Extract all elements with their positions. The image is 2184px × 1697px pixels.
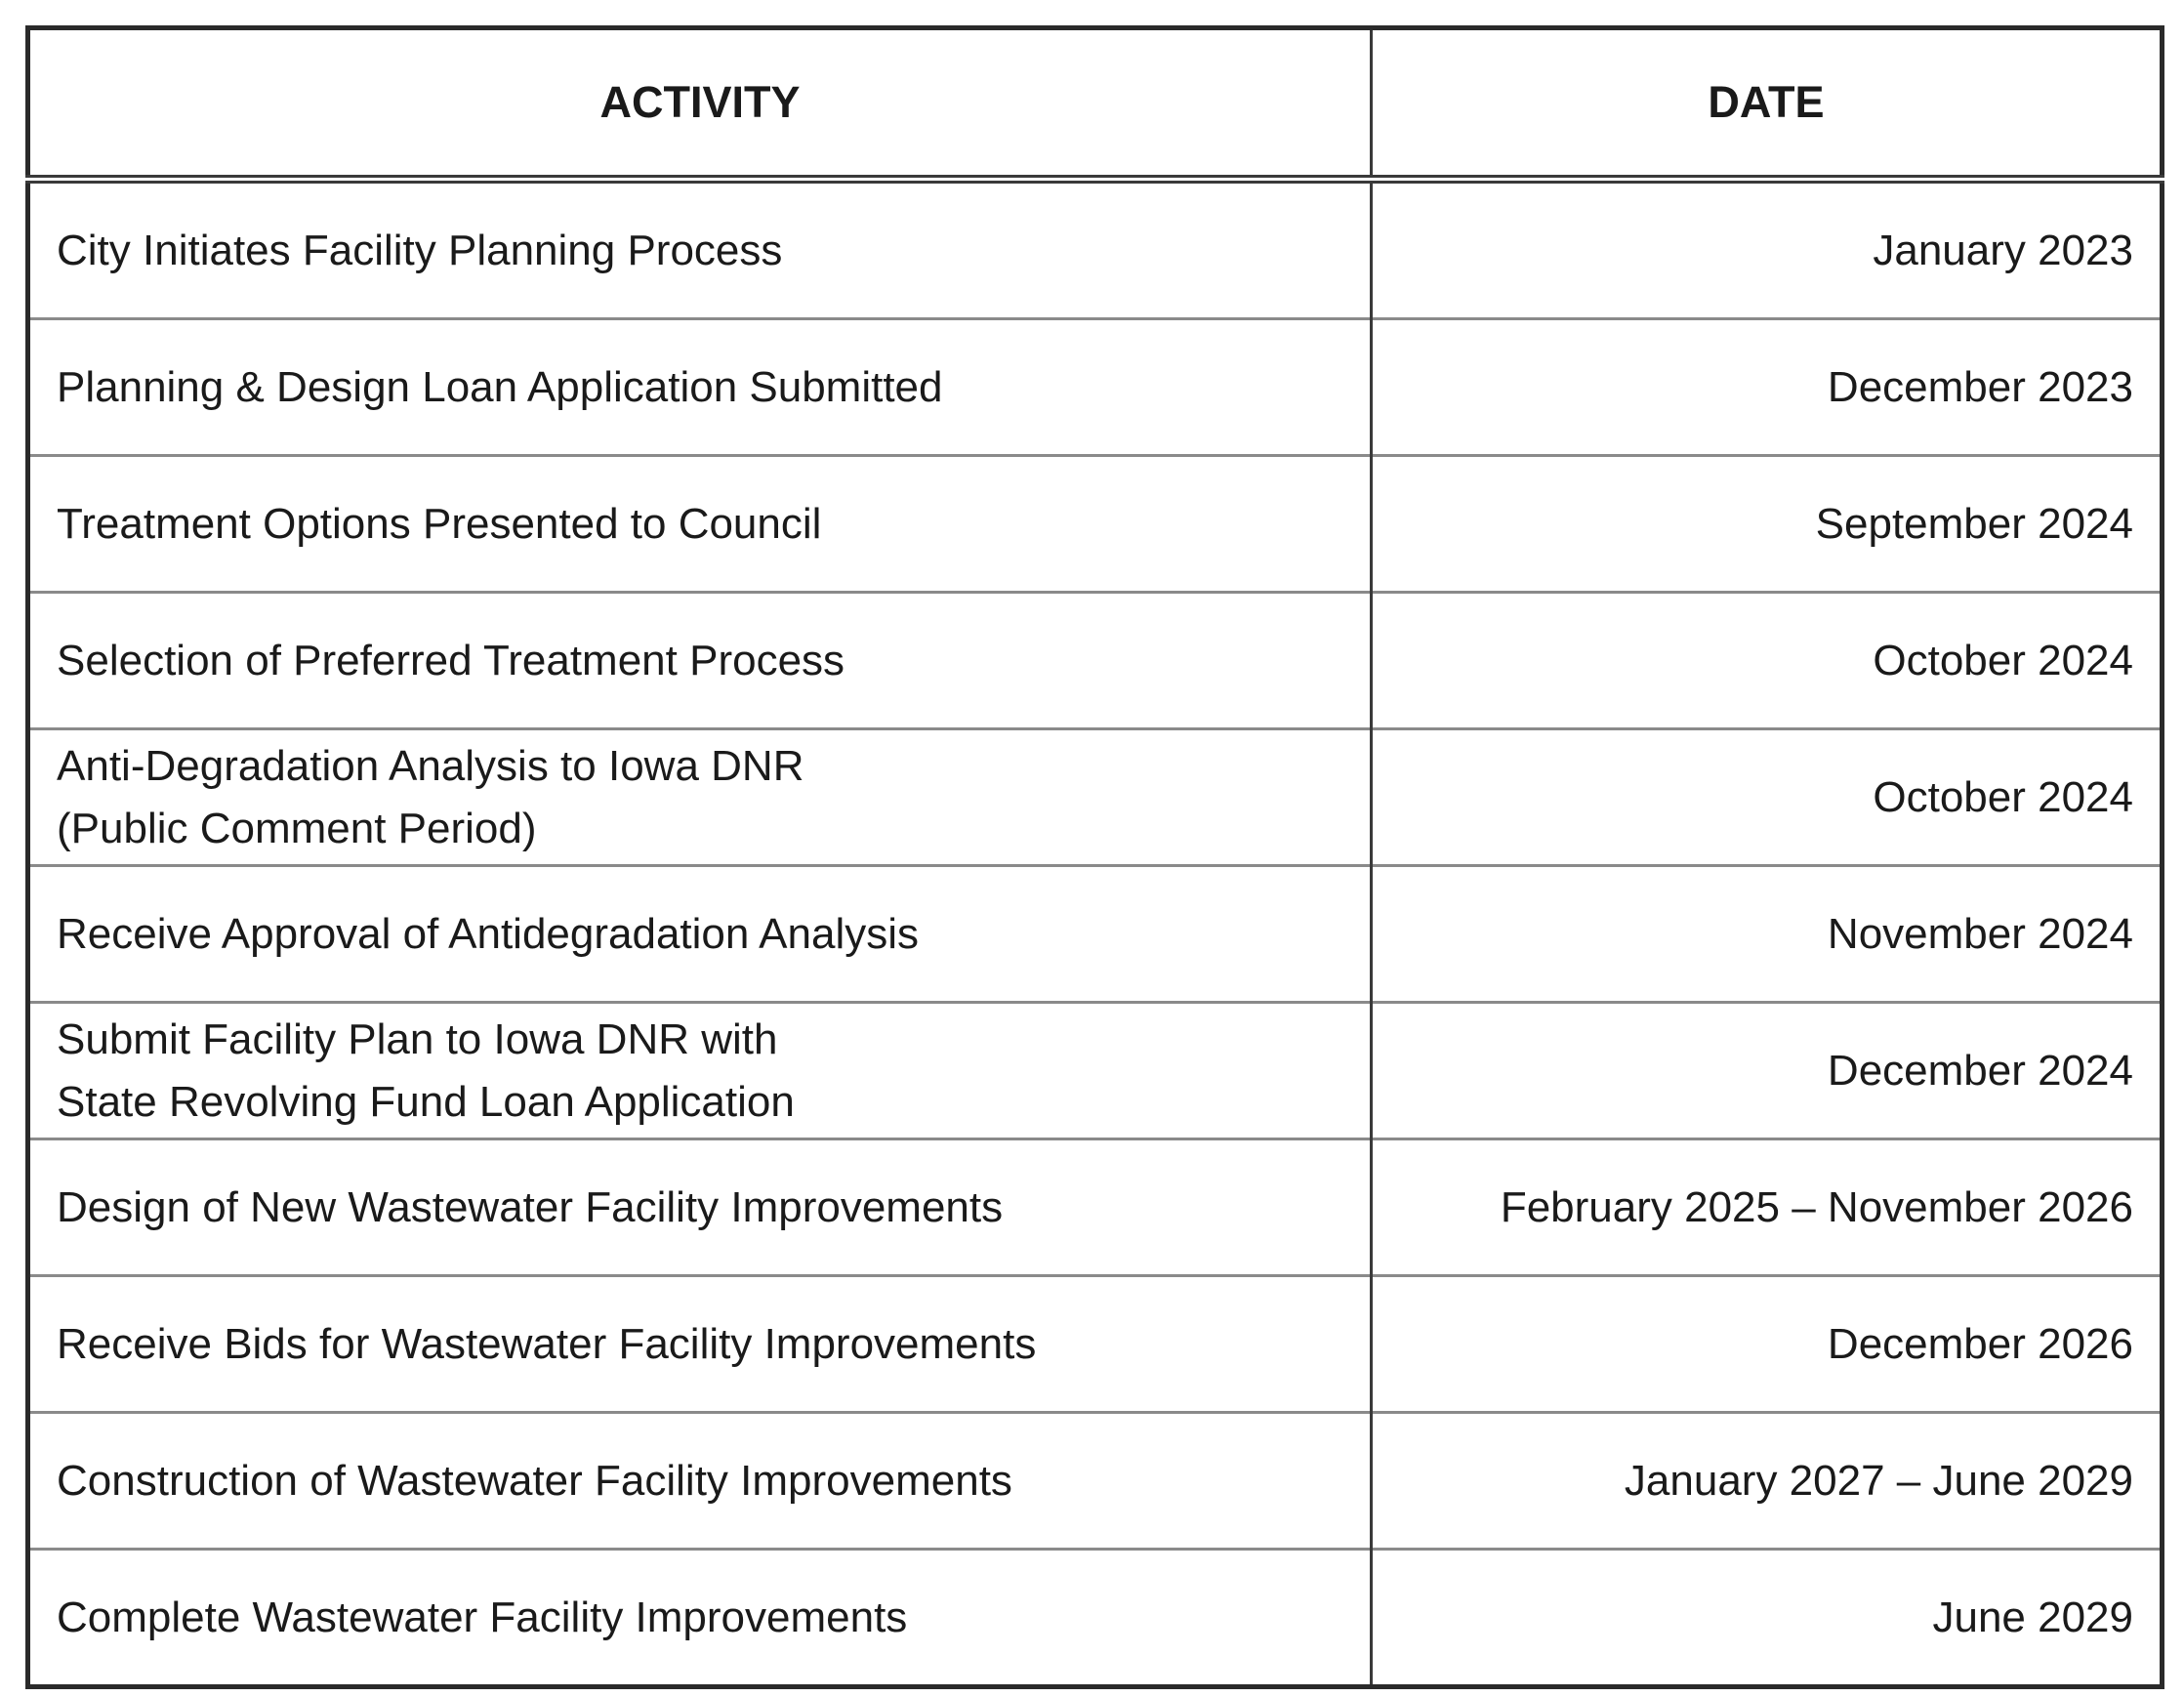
date-cell: November 2024 bbox=[1372, 866, 2163, 1003]
activity-text: Complete Wastewater Facility Improvements bbox=[57, 1593, 908, 1641]
date-cell: December 2023 bbox=[1372, 319, 2163, 456]
schedule-table bbox=[25, 25, 2164, 1689]
activity-text: Receive Approval of Antidegradation Analysis bbox=[57, 909, 920, 958]
activity-text: Design of New Wastewater Facility Improvements bbox=[57, 1182, 1004, 1231]
table-row bbox=[28, 1550, 2163, 1687]
activity-text: State Revolving Fund Loan Application bbox=[57, 1077, 795, 1126]
table-row bbox=[28, 729, 2163, 866]
activity-cell bbox=[28, 1550, 1372, 1687]
date-cell: October 2024 bbox=[1372, 593, 2163, 729]
date-cell: June 2029 bbox=[1372, 1550, 2163, 1687]
table-row bbox=[28, 1413, 2163, 1550]
activity-cell bbox=[28, 593, 1372, 729]
activity-text: Selection of Preferred Treatment Process bbox=[57, 636, 845, 684]
activity-text: Receive Bids for Wastewater Facility Improvements bbox=[57, 1319, 1037, 1368]
header-row bbox=[28, 28, 2163, 180]
date-column-header: DATE bbox=[1372, 28, 2163, 180]
date-cell: January 2027 – June 2029 bbox=[1372, 1413, 2163, 1550]
table-row bbox=[28, 180, 2163, 319]
date-cell: January 2023 bbox=[1372, 180, 2163, 319]
activity-text: Submit Facility Plan to Iowa DNR with bbox=[57, 1014, 778, 1063]
date-cell: December 2024 bbox=[1372, 1003, 2163, 1139]
table-row bbox=[28, 1003, 2163, 1139]
activity-cell bbox=[28, 729, 1372, 866]
table-row bbox=[28, 319, 2163, 456]
table-body bbox=[28, 180, 2163, 1687]
activity-cell bbox=[28, 1276, 1372, 1413]
activity-cell bbox=[28, 866, 1372, 1003]
date-cell: September 2024 bbox=[1372, 456, 2163, 593]
table-row bbox=[28, 593, 2163, 729]
activity-text: Construction of Wastewater Facility Improvements bbox=[57, 1456, 1012, 1505]
table-row bbox=[28, 1139, 2163, 1276]
activity-text: Treatment Options Presented to Council bbox=[57, 499, 822, 548]
activity-cell bbox=[28, 319, 1372, 456]
activity-text: (Public Comment Period) bbox=[57, 804, 537, 852]
date-cell: February 2025 – November 2026 bbox=[1372, 1139, 2163, 1276]
table-row bbox=[28, 1276, 2163, 1413]
table-row bbox=[28, 866, 2163, 1003]
activity-text: Planning & Design Loan Application Submitted bbox=[57, 362, 943, 411]
activity-text: City Initiates Facility Planning Process bbox=[57, 226, 783, 274]
activity-cell bbox=[28, 1139, 1372, 1276]
activity-text: Anti-Degradation Analysis to Iowa DNR bbox=[57, 741, 804, 790]
date-cell: October 2024 bbox=[1372, 729, 2163, 866]
activity-cell bbox=[28, 456, 1372, 593]
activity-cell bbox=[28, 180, 1372, 319]
activity-cell bbox=[28, 1003, 1372, 1139]
date-cell: December 2026 bbox=[1372, 1276, 2163, 1413]
table-row bbox=[28, 456, 2163, 593]
activity-cell bbox=[28, 1413, 1372, 1550]
activity-column-header: ACTIVITY bbox=[28, 28, 1372, 180]
